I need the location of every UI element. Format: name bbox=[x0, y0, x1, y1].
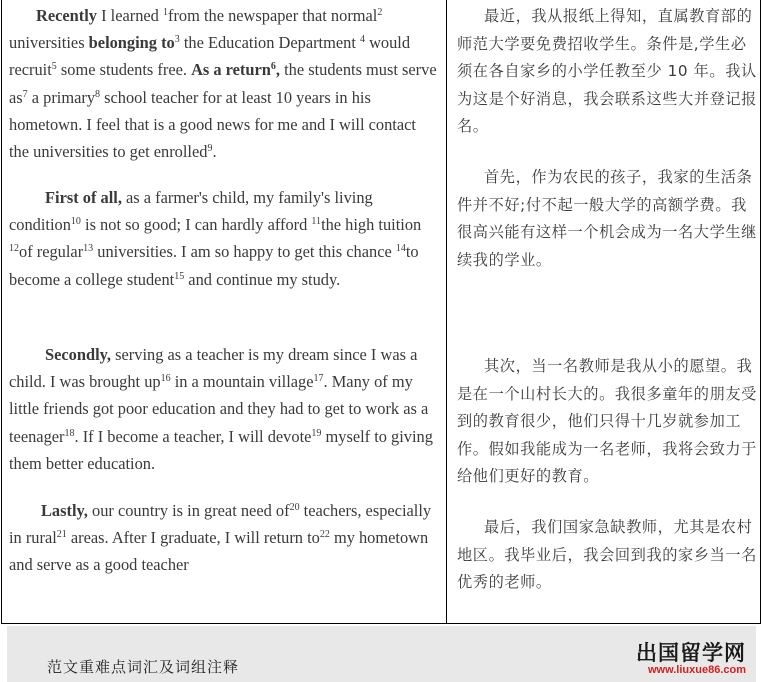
english-paragraph-4 bbox=[9, 497, 439, 579]
footnote-marker: 3 bbox=[174, 34, 180, 46]
text-run: areas. After I graduate, I will return to bbox=[66, 528, 320, 548]
logo-url: www.liuxue86.com bbox=[647, 664, 746, 676]
bold-phrase: belonging to bbox=[88, 33, 175, 53]
text-run: the high tuition bbox=[321, 215, 422, 235]
footer-band bbox=[7, 626, 756, 682]
footnote-marker: 21 bbox=[56, 529, 67, 541]
chinese-paragraph-4: 最后，我们国家急缺教师，尤其是农村地区。我毕业后，我会回到我的家乡当一名优秀的老师。 bbox=[457, 518, 757, 591]
text-run: universities bbox=[9, 33, 89, 53]
chinese-paragraph-2: 首先，作为农民的孩子，我家的生活条件并不好;付不起一般大学的高额学费。我很高兴能有这样一个机会成为一名大学生继续我的学业。 bbox=[457, 168, 757, 269]
text-run: I learned bbox=[97, 6, 163, 25]
site-logo[interactable] bbox=[636, 642, 746, 677]
footnote-marker: 9 bbox=[207, 143, 213, 155]
text-run: of regular bbox=[19, 242, 84, 262]
footnote-marker: 1 bbox=[162, 7, 168, 18]
text-run: . If I become a teacher, I will devote bbox=[74, 426, 312, 446]
text-run: would recruit bbox=[9, 33, 411, 80]
text-run: to become a college student bbox=[9, 242, 419, 289]
bold-phrase: First of all, bbox=[45, 188, 122, 207]
bold-phrase: , bbox=[275, 60, 280, 80]
text-run: school teacher for at least 10 years in his hometown. I feel that is a good news for me and I will contact the universities to get enrolled bbox=[9, 87, 416, 162]
footnote-marker: 5 bbox=[51, 61, 57, 73]
text-run: my hometown and serve as a good teacher bbox=[9, 528, 429, 575]
footnote-marker: 18 bbox=[64, 427, 75, 439]
footnote-marker: 19 bbox=[311, 427, 322, 439]
footnote-marker: 15 bbox=[174, 270, 185, 282]
bold-phrase: As a return bbox=[191, 60, 271, 80]
text-run: the Education Department bbox=[179, 33, 360, 53]
footnote-marker: 17 bbox=[313, 373, 324, 385]
text-run: . bbox=[212, 142, 217, 162]
english-paragraph-2 bbox=[9, 184, 439, 293]
text-run: universities. I am so happy to get this chance bbox=[93, 242, 396, 262]
footnote-marker: 11 bbox=[311, 216, 322, 228]
text-run: . Many of my little friends got poor education and they had to get to work as a teenager bbox=[9, 372, 429, 446]
text-run: myself to giving them better education. bbox=[9, 426, 433, 473]
footnote-marker: 7 bbox=[22, 88, 28, 100]
bold-phrase: Lastly, bbox=[41, 501, 88, 520]
text-run: is not so good; I can hardly afford bbox=[80, 215, 312, 235]
text-run: the students must serve as bbox=[9, 60, 437, 107]
bold-phrase: Recently bbox=[36, 6, 97, 25]
text-run: teachers, especially in rural bbox=[9, 501, 432, 548]
footnote-marker: 2 bbox=[377, 7, 383, 18]
column-divider bbox=[446, 0, 447, 624]
footnote-marker: 16 bbox=[160, 373, 171, 385]
chinese-paragraph-1: 最近，我从报纸上得知，直属教育部的师范大学要免费招收学生。条件是,学生必须在各自家乡的小学任教至少 10 年。我认为这是个好消息，我会联系这些大并登记报名。 bbox=[457, 7, 757, 135]
text-run: from the newspaper that normal bbox=[167, 6, 378, 25]
bold-phrase: Secondly, bbox=[45, 345, 112, 364]
footnote-marker: 22 bbox=[319, 529, 330, 541]
chinese-paragraph-3: 其次，当一名教师是我从小的愿望。我是在一个山村长大的。我很多童年的朋友受到的教育很少，他们只得十几岁就参加工作。假如我能成为一名老师，我将会致力于给他们更好的教育。 bbox=[457, 357, 757, 485]
text-run: and continue my study. bbox=[184, 269, 341, 289]
footnote-marker: 10 bbox=[70, 216, 81, 228]
footnote-marker: 8 bbox=[95, 88, 101, 100]
footnote-marker: 4 bbox=[359, 34, 365, 46]
vocabulary-notes-heading: 范文重难点词汇及词组注释 bbox=[47, 658, 240, 676]
text-run: serving as a teacher is my dream since I was a child. I was brought up bbox=[9, 345, 418, 392]
text-run: in a mountain village bbox=[170, 372, 314, 392]
text-run: our country is in great need of bbox=[87, 501, 290, 520]
text-run: some students free. bbox=[56, 60, 192, 80]
english-paragraph-1 bbox=[9, 2, 439, 165]
footnote-marker: 12 bbox=[9, 243, 19, 255]
footnote-marker: 14 bbox=[395, 243, 406, 255]
logo-text: 出国留学网 bbox=[636, 641, 746, 665]
footnote-marker: 6 bbox=[270, 61, 276, 73]
footnote-marker: 20 bbox=[289, 502, 300, 513]
english-paragraph-3 bbox=[9, 341, 439, 477]
footnote-marker: 13 bbox=[83, 243, 94, 255]
text-run: as a farmer's child, my family's living condition bbox=[9, 188, 373, 235]
text-run: a primary bbox=[27, 87, 96, 107]
